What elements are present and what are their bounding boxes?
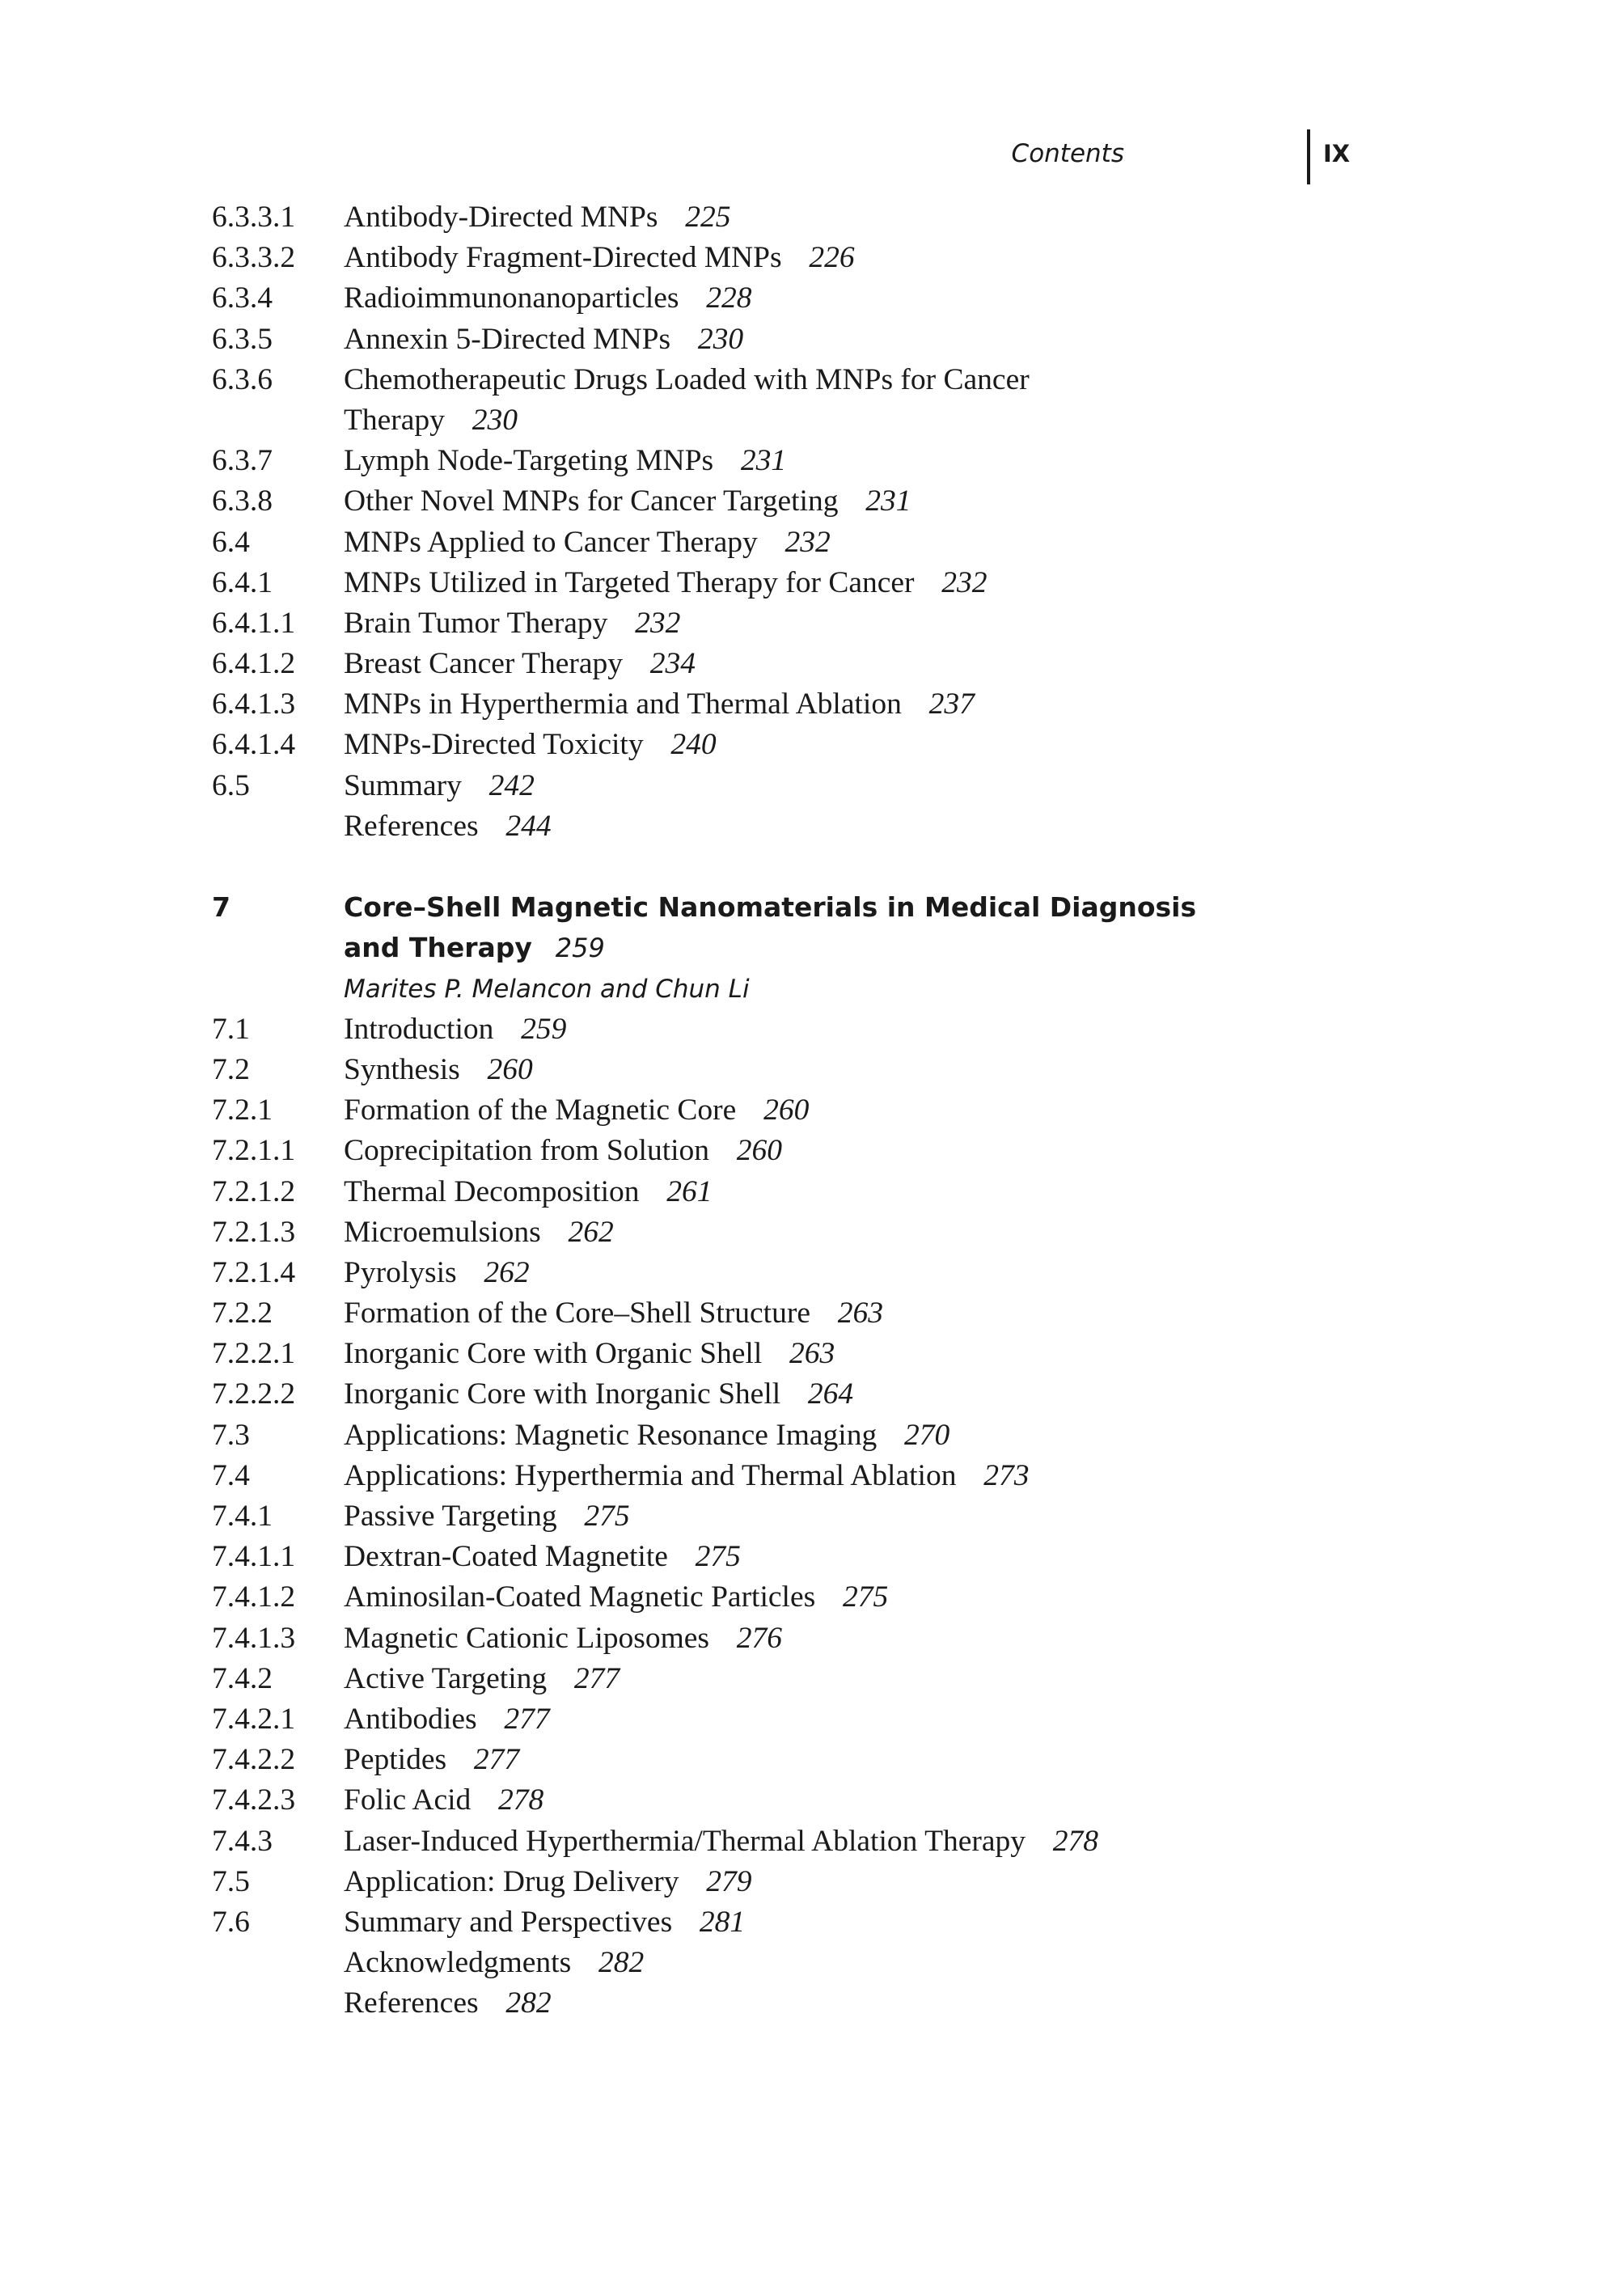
toc-entry-number: 6.4.1.4 xyxy=(212,728,296,762)
toc-entry xyxy=(212,522,1506,563)
toc-entry xyxy=(212,1618,1506,1659)
toc-entry-number: 7.2.2.1 xyxy=(212,1337,296,1371)
toc-entry-page: 262 xyxy=(484,1255,530,1289)
toc-entry-number: 7.4.1 xyxy=(212,1500,273,1534)
toc-entry-number: 6.3.3.2 xyxy=(212,241,296,275)
toc-entry xyxy=(212,1172,1506,1212)
toc-entry xyxy=(212,563,1506,603)
section-gap xyxy=(212,847,1506,887)
toc-entry xyxy=(212,1537,1506,1577)
toc-entry-number: 6.3.7 xyxy=(212,444,273,478)
toc-entry-page: 277 xyxy=(473,1743,520,1777)
toc-entry-number: 6.3.4 xyxy=(212,281,273,315)
toc-entry-page: 240 xyxy=(670,728,717,762)
toc-entry-title: Other Novel MNPs for Cancer Targeting xyxy=(344,484,839,518)
toc-entry xyxy=(212,1821,1506,1862)
toc-entry-number: 7.4.2.2 xyxy=(212,1743,296,1777)
running-head-page-number: IX xyxy=(1323,140,1351,167)
toc-entry xyxy=(212,725,1506,765)
toc-entry-title: Brain Tumor Therapy xyxy=(344,606,608,640)
toc-entry-title: Chemotherapeutic Drugs Loaded with MNPs for Cancer Therapy xyxy=(344,362,1030,437)
toc-entry-number: 7.2.1 xyxy=(212,1094,273,1127)
toc-entry-number: 7.2.2 xyxy=(212,1297,273,1331)
toc-entry-page: 277 xyxy=(573,1661,620,1695)
toc-entry-page: 231 xyxy=(740,444,787,478)
toc-entry-number: 7.2.1.4 xyxy=(212,1255,296,1289)
toc-entry xyxy=(212,441,1506,481)
toc-entry-title: Antibodies xyxy=(344,1702,477,1736)
toc-entry xyxy=(212,360,1506,441)
toc-entry-number: 7.2.1.2 xyxy=(212,1174,296,1208)
toc-entry-title: Laser-Induced Hyperthermia/Thermal Ablation Therapy xyxy=(344,1824,1026,1858)
toc-entry-page: 273 xyxy=(983,1458,1030,1492)
toc-entry-title: Pyrolysis xyxy=(344,1255,457,1289)
toc-entry-number: 7.4.1.1 xyxy=(212,1540,296,1574)
chapter-title-line1: Core–Shell Magnetic Nanomaterials in Medical Diagnosis xyxy=(344,891,1197,924)
toc-entry xyxy=(212,481,1506,522)
toc-entry-number: 7.4.1.2 xyxy=(212,1580,296,1614)
toc-entry-title: Aminosilan-Coated Magnetic Particles xyxy=(344,1580,816,1614)
toc-entry-title: Inorganic Core with Inorganic Shell xyxy=(344,1377,781,1411)
toc-entry-page: 228 xyxy=(706,281,752,315)
toc-entry xyxy=(212,319,1506,360)
toc-entry-number: 7.3 xyxy=(212,1418,250,1452)
toc-entry xyxy=(212,1456,1506,1496)
toc-entry-title: Application: Drug Delivery xyxy=(344,1864,679,1898)
toc-entry-title: Formation of the Core–Shell Structure xyxy=(344,1297,810,1331)
toc-entry xyxy=(212,1009,1506,1050)
toc-entry-number: 7.6 xyxy=(212,1905,250,1939)
toc-entry-title: MNPs in Hyperthermia and Thermal Ablation xyxy=(344,687,902,721)
toc-entry-title: Microemulsions xyxy=(344,1215,541,1249)
toc-entry-page: 264 xyxy=(807,1377,854,1411)
chapter-page: 259 xyxy=(555,933,605,964)
toc-entry-number: 6.5 xyxy=(212,768,250,802)
toc-entry-title: Synthesis xyxy=(344,1052,460,1086)
toc-entry-title: Summary xyxy=(344,768,462,802)
toc-entry-page: 275 xyxy=(584,1500,630,1534)
toc-entry-title: Thermal Decomposition xyxy=(344,1174,640,1208)
toc-entry-title: Folic Acid xyxy=(344,1783,472,1817)
toc-entry-number: 7.4.2.1 xyxy=(212,1702,296,1736)
toc-entry-title: Introduction xyxy=(344,1012,494,1046)
toc-entry-page: 230 xyxy=(472,403,518,437)
toc-entry-page: 275 xyxy=(695,1540,741,1574)
toc-entry-title: Antibody Fragment-Directed MNPs xyxy=(344,241,782,275)
toc-entry-number: 6.3.3.1 xyxy=(212,201,296,234)
toc-entry xyxy=(212,1374,1506,1415)
toc-entry-number: 7.5 xyxy=(212,1864,250,1898)
toc-entry-page: 260 xyxy=(763,1094,810,1127)
toc-entry xyxy=(212,684,1506,725)
toc-entry-page: 278 xyxy=(498,1783,544,1817)
toc-entry-number: 7.2.1.3 xyxy=(212,1215,296,1249)
toc-entry-title: References xyxy=(344,809,479,843)
toc-entry-number: 6.3.5 xyxy=(212,322,273,356)
toc-entry-page: 226 xyxy=(809,241,855,275)
toc-entry xyxy=(212,1212,1506,1253)
chapter-authors-row xyxy=(212,969,1506,1009)
toc-entry-number: 6.3.6 xyxy=(212,362,273,396)
toc-entry-page: 278 xyxy=(1052,1824,1099,1858)
toc-entry xyxy=(212,766,1506,806)
chapter-number: 7 xyxy=(212,891,230,924)
toc-entry xyxy=(212,197,1506,238)
toc-entry-title: Magnetic Cationic Liposomes xyxy=(344,1621,709,1655)
running-head-label: Contents xyxy=(1011,139,1124,168)
chapter-heading-continued xyxy=(212,928,1506,968)
toc-entry-number: 7.4.3 xyxy=(212,1824,273,1858)
toc-entry-title: Breast Cancer Therapy xyxy=(344,647,623,681)
toc-entry-number: 7.2 xyxy=(212,1052,250,1086)
toc-entry-number: 7.4 xyxy=(212,1458,250,1492)
toc-entry xyxy=(212,1415,1506,1456)
toc-entry-number: 7.4.2 xyxy=(212,1661,273,1695)
toc-entry-page: 282 xyxy=(598,1946,645,1980)
toc-entry xyxy=(212,1577,1506,1618)
toc-entry-page: 232 xyxy=(941,565,988,599)
toc-entry-page: 225 xyxy=(685,201,731,234)
toc-entry-number: 7.2.2.2 xyxy=(212,1377,296,1411)
toc-entry xyxy=(212,1253,1506,1293)
toc-entry xyxy=(212,806,1506,847)
toc-entry-number: 6.4.1.3 xyxy=(212,687,296,721)
toc-entry-title: Lymph Node-Targeting MNPs xyxy=(344,444,714,478)
toc-entry-title: MNPs Utilized in Targeted Therapy for Cancer xyxy=(344,565,915,599)
toc-entry xyxy=(212,1780,1506,1821)
toc-entry xyxy=(212,1050,1506,1090)
toc-entry-page: 270 xyxy=(903,1418,950,1452)
toc-entry-number: 6.4.1.1 xyxy=(212,606,296,640)
chapter-heading xyxy=(212,887,1506,928)
toc-entry-page: 279 xyxy=(706,1864,752,1898)
toc-entry-page: 262 xyxy=(568,1215,614,1249)
toc-entry-number: 6.4.1 xyxy=(212,565,273,599)
toc-entry-page: 281 xyxy=(699,1905,746,1939)
toc-entry-title: Active Targeting xyxy=(344,1661,548,1695)
toc-entry-title: Antibody-Directed MNPs xyxy=(344,201,658,234)
toc-entry-number: 6.4.1.2 xyxy=(212,647,296,681)
toc-entry-title: Dextran-Coated Magnetite xyxy=(344,1540,668,1574)
toc-entry xyxy=(212,1334,1506,1374)
toc-entry-page: 232 xyxy=(635,606,681,640)
toc-entry-page: 277 xyxy=(504,1702,550,1736)
toc-entry xyxy=(212,1496,1506,1537)
toc-entry xyxy=(212,278,1506,319)
table-of-contents xyxy=(212,197,1506,2024)
toc-entry-title: Passive Targeting xyxy=(344,1500,557,1534)
toc-entry-title: Annexin 5-Directed MNPs xyxy=(344,322,671,356)
toc-entry-number: 6.4 xyxy=(212,525,250,559)
toc-entry-page: 259 xyxy=(521,1012,567,1046)
toc-entry xyxy=(212,644,1506,684)
toc-entry-page: 242 xyxy=(488,768,535,802)
toc-entry xyxy=(212,603,1506,644)
toc-entry-title: Formation of the Magnetic Core xyxy=(344,1094,737,1127)
toc-entry-title: Applications: Hyperthermia and Thermal Ablation xyxy=(344,1458,957,1492)
toc-entry-title: References xyxy=(344,1986,479,2020)
toc-entry-page: 232 xyxy=(785,525,831,559)
toc-entry-page: 234 xyxy=(649,647,696,681)
toc-entry-page: 263 xyxy=(789,1337,835,1371)
toc-entry-page: 244 xyxy=(505,809,552,843)
toc-entry xyxy=(212,1862,1506,1902)
toc-entry-number: 7.4.2.3 xyxy=(212,1783,296,1817)
toc-entry-title: Summary and Perspectives xyxy=(344,1905,673,1939)
toc-entry-page: 276 xyxy=(736,1621,782,1655)
toc-entry xyxy=(212,1902,1506,1943)
toc-entry-page: 260 xyxy=(487,1052,533,1086)
toc-entry-page: 263 xyxy=(837,1297,883,1331)
toc-entry-title: Inorganic Core with Organic Shell xyxy=(344,1337,763,1371)
toc-entry-page: 261 xyxy=(666,1174,713,1208)
toc-entry-title: Radioimmunonanoparticles xyxy=(344,281,679,315)
toc-entry-title: MNPs-Directed Toxicity xyxy=(344,728,644,762)
toc-entry xyxy=(212,1740,1506,1780)
toc-entry xyxy=(212,238,1506,278)
toc-entry-number: 6.3.8 xyxy=(212,484,273,518)
toc-entry-page: 282 xyxy=(505,1986,552,2020)
toc-entry-number: 7.1 xyxy=(212,1012,250,1046)
toc-entry-page: 230 xyxy=(697,322,744,356)
toc-entry-page: 237 xyxy=(928,687,975,721)
running-head-rule xyxy=(1307,129,1310,184)
chapter-authors: Marites P. Melancon and Chun Li xyxy=(344,974,750,1004)
toc-entry-title: MNPs Applied to Cancer Therapy xyxy=(344,525,758,559)
toc-entry-number: 7.4.1.3 xyxy=(212,1621,296,1655)
toc-entry xyxy=(212,1943,1506,1983)
toc-entry xyxy=(212,1131,1506,1171)
chapter-title-line2: and Therapy xyxy=(344,932,532,964)
toc-entry xyxy=(212,1659,1506,1699)
toc-entry xyxy=(212,1699,1506,1740)
toc-entry xyxy=(212,1090,1506,1131)
toc-entry-title: Coprecipitation from Solution xyxy=(344,1134,710,1168)
toc-entry-title: Acknowledgments xyxy=(344,1946,572,1980)
toc-entry xyxy=(212,1293,1506,1334)
toc-entry xyxy=(212,1983,1506,2024)
toc-entry-title: Peptides xyxy=(344,1743,447,1777)
toc-entry-page: 231 xyxy=(865,484,911,518)
toc-entry-page: 275 xyxy=(842,1580,889,1614)
toc-entry-title: Applications: Magnetic Resonance Imaging xyxy=(344,1418,878,1452)
toc-entry-page: 260 xyxy=(736,1134,783,1168)
toc-entry-number: 7.2.1.1 xyxy=(212,1134,296,1168)
